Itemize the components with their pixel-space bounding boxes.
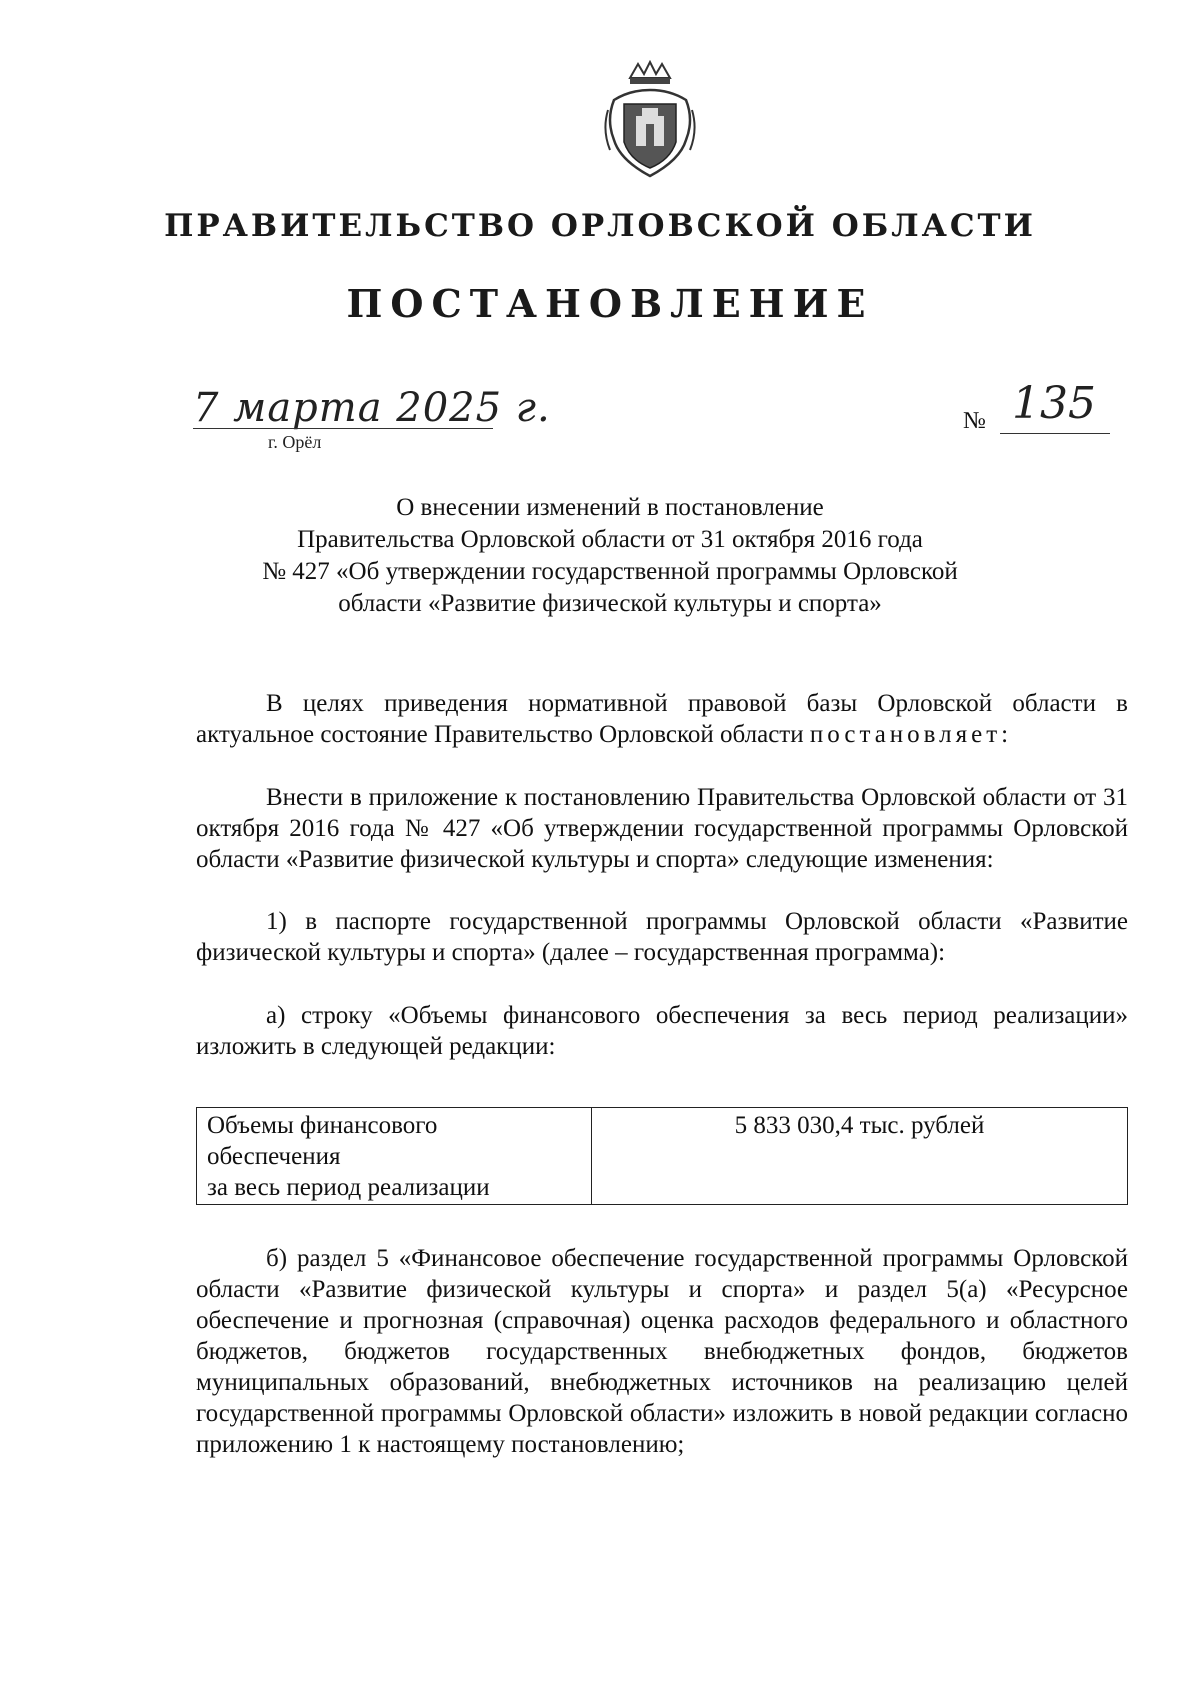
table-label-line: обеспечения [207, 1143, 341, 1170]
handwritten-date: 7 марта 2025 г. [193, 385, 551, 431]
table-label-cell [197, 1108, 592, 1204]
number-sign: № [963, 408, 986, 434]
preamble-text: В целях приведения нормативной правовой базы Орловской области в актуальное состояние Правительство Орловской области [196, 690, 1128, 748]
subject-line: О внесении изменений в постановление [396, 494, 824, 521]
coat-of-arms-emblem-icon [600, 60, 700, 180]
document-type-title: ПОСТАНОВЛЕНИЕ [346, 281, 874, 326]
financing-table [196, 1107, 1128, 1205]
preamble-paragraph [196, 688, 1128, 750]
intro-paragraph [196, 782, 1128, 875]
document-subject [220, 492, 1000, 620]
table-value-cell: 5 833 030,4 тыс. рублей [734, 1112, 985, 1139]
item-1-paragraph [196, 906, 1128, 968]
table-label-line: Объемы финансового [207, 1112, 438, 1139]
item-1b-text: б) раздел 5 «Финансовое обеспечение государственной программы Орловской области «Развитие физической культуры и спорта» и раздел 5(а) «Ресурсное обеспечение и прогнозная (справочная) оценка расходов федерального и областного бюджетов, бюджетов государственных внебюджетных фондов, бюджетов муниципальных образований, внебюджетных источников на реализацию целей государственной программы Орловской области» изложить в новой редакции согласно приложению 1 к настоящему постановлению; [196, 1245, 1128, 1458]
item-1a-text: а) строку «Объемы финансового обеспечения за весь период реализации» изложить в следующей редакции: [196, 1002, 1128, 1060]
subject-line: № 427 «Об утверждении государственной программы Орловской [262, 558, 958, 585]
date-field [193, 385, 551, 433]
subject-line: Правительства Орловской области от 31 октября 2016 года [297, 526, 923, 553]
city-label: г. Орёл [268, 432, 322, 452]
handwritten-number: 135 [1012, 378, 1096, 429]
item-1b-paragraph [196, 1243, 1128, 1460]
table-label-line: за весь период реализации [207, 1174, 490, 1201]
intro-text: Внести в приложение к постановлению Правительства Орловской области от 31 октября 2016 года № 427 «Об утверждении государственной программы Орловской области «Развитие физической культуры и спорта» следующие изменения: [196, 784, 1128, 873]
item-1a-paragraph [196, 1000, 1128, 1062]
decree-word: постановляет: [809, 721, 1013, 748]
item-1-text: 1) в паспорте государственной программы Орловской области «Развитие физической культуры и спорта» (далее – государственная программа): [196, 908, 1128, 966]
number-underline [1000, 433, 1110, 434]
organization-name: ПРАВИТЕЛЬСТВО ОРЛОВСКОЙ ОБЛАСТИ [164, 208, 1036, 244]
date-underline [193, 428, 493, 429]
subject-line: области «Развитие физической культуры и спорта» [338, 590, 882, 617]
